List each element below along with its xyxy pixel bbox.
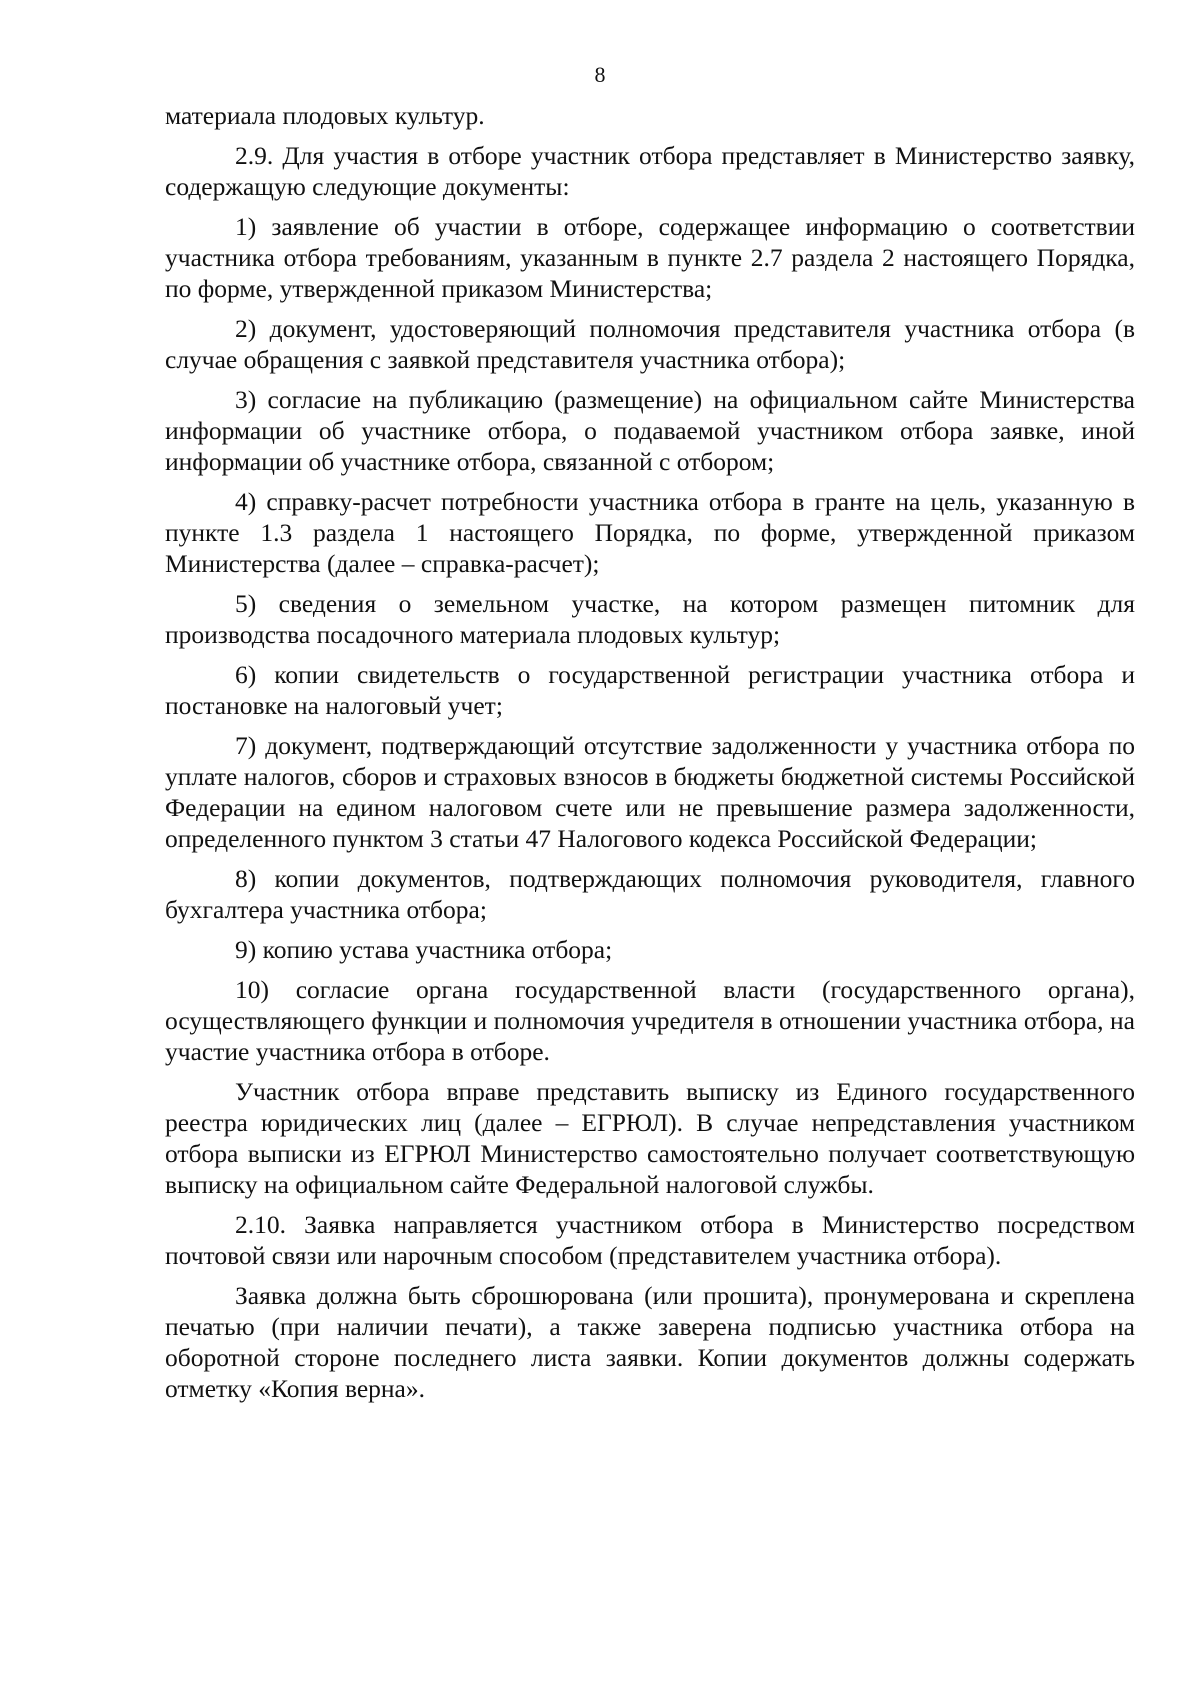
- list-item-4: 4) справку-расчет потребности участника отбора в гранте на цель, указанную в пункте 1.3 раздела 1 настоящего Порядка, по форме, утвержденной приказом Министерства (далее – справка-расчет);: [165, 487, 1135, 578]
- paragraph-2-9: 2.9. Для участия в отборе участник отбора представляет в Министерство заявку, содержащую следующие документы:: [165, 141, 1135, 201]
- paragraph-2-10: 2.10. Заявка направляется участником отбора в Министерство посредством почтовой связи или нарочным способом (представителем участника отбора).: [165, 1210, 1135, 1270]
- document-body: [165, 100, 1135, 1413]
- list-item-10: 10) согласие органа государственной власти (государственного органа), осуществляющего функции и полномочия учредителя в отношении участника отбора, на участие участника отбора в отборе.: [165, 975, 1135, 1066]
- list-item-6: 6) копии свидетельств о государственной регистрации участника отбора и постановке на налоговый учет;: [165, 660, 1135, 720]
- list-item-8: 8) копии документов, подтверждающих полномочия руководителя, главного бухгалтера участника отбора;: [165, 864, 1135, 924]
- paragraph-binding: Заявка должна быть сброшюрована (или прошита), пронумерована и скреплена печатью (при наличии печати), а также заверена подписью участника отбора на оборотной стороне последнего листа заявки. Копии документов должны содержать отметку «Копия верна».: [165, 1281, 1135, 1403]
- page-number: 8: [594, 62, 606, 87]
- list-item-3: 3) согласие на публикацию (размещение) на официальном сайте Министерства информации об участнике отбора, о подаваемой участником отбора заявке, иной информации об участнике отбора, связанной с отбором;: [165, 385, 1135, 476]
- list-item-5: 5) сведения о земельном участке, на котором размещен питомник для производства посадочного материала плодовых культур;: [165, 589, 1135, 649]
- paragraph-egrul: Участник отбора вправе представить выписку из Единого государственного реестра юридических лиц (далее – ЕГРЮЛ). В случае непредставления участником отбора выписки из ЕГРЮЛ Министерство самостоятельно получает соответствующую выписку на официальном сайте Федеральной налоговой службы.: [165, 1077, 1135, 1199]
- paragraph-continuation: материала плодовых культур.: [165, 101, 485, 130]
- list-item-9: 9) копию устава участника отбора;: [235, 935, 613, 964]
- list-item-2: 2) документ, удостоверяющий полномочия представителя участника отбора (в случае обращения с заявкой представителя участника отбора);: [165, 314, 1135, 374]
- list-item-7: 7) документ, подтверждающий отсутствие задолженности у участника отбора по уплате налогов, сборов и страховых взносов в бюджеты бюджетной системы Российской Федерации на едином налоговом счете или не превышение размера задолженности, определенного пунктом 3 статьи 47 Налогового кодекса Российской Федерации;: [165, 731, 1135, 853]
- list-item-1: 1) заявление об участии в отборе, содержащее информацию о соответствии участника отбора требованиям, указанным в пункте 2.7 раздела 2 настоящего Порядка, по форме, утвержденной приказом Министерства;: [165, 212, 1135, 303]
